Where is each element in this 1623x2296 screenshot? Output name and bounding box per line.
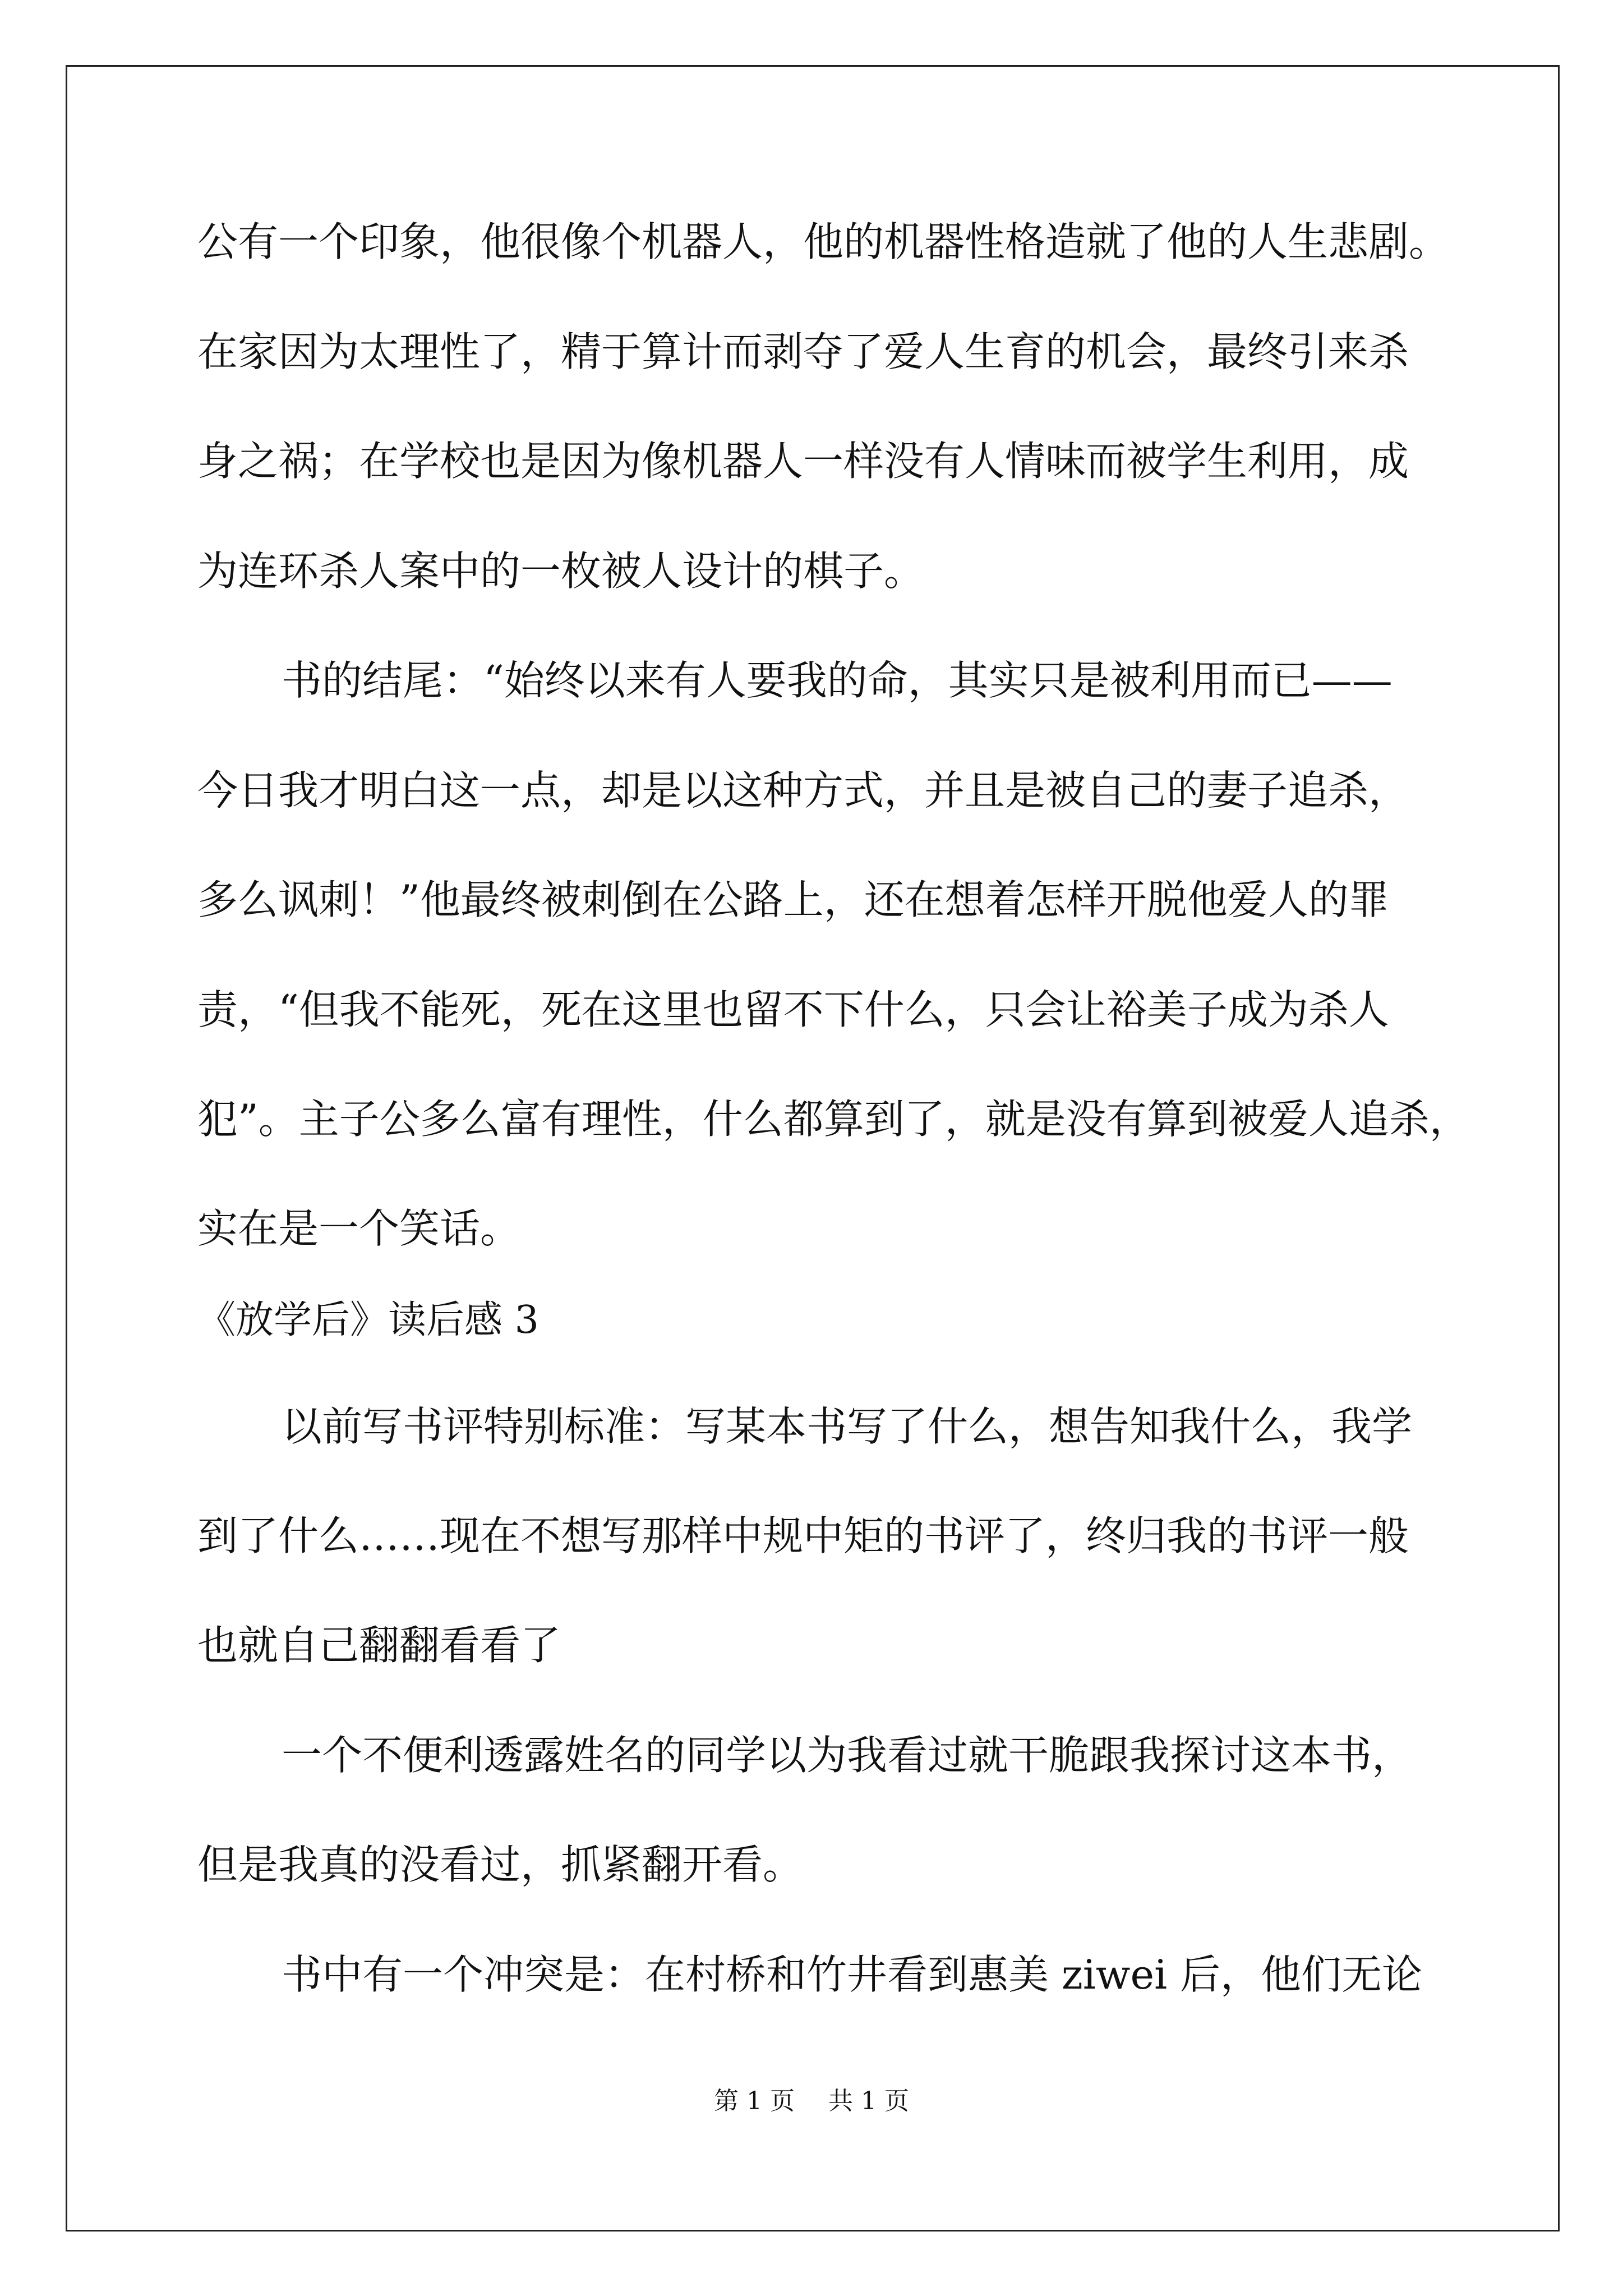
page-border xyxy=(66,65,1560,2231)
body-line: 书中有一个冲突是：在村桥和竹井看到惠美 ziwei 后，他们无论 xyxy=(282,1951,1423,1998)
body-line: 今日我才明白这一点，却是以这种方式，并且是被自己的妻子追杀， xyxy=(197,767,1409,814)
body-line: 在家因为太理性了，精于算计而剥夺了爱人生育的机会，最终引来杀 xyxy=(197,328,1409,375)
body-line: 也就自己翻翻看看了 xyxy=(197,1622,561,1669)
body-line: 一个不便利透露姓名的同学以为我看过就干脆跟我探讨这本书， xyxy=(282,1732,1413,1779)
body-line: 但是我真的没看过，抓紧翻开看。 xyxy=(197,1841,804,1888)
body-line: 实在是一个笑话。 xyxy=(197,1205,521,1252)
body-line: 责，“但我不能死，死在这里也留不下什么，只会让裕美子成为杀人 xyxy=(197,986,1389,1033)
body-line: 多么讽刺！”他最终被刺倒在公路上，还在想着怎样开脱他爱人的罪 xyxy=(197,876,1389,923)
body-line: 为连环杀人案中的一枚被人设计的棋子。 xyxy=(197,547,925,595)
body-line: 以前写书评特别标准：写某本书写了什么，想告知我什么，我学 xyxy=(282,1403,1413,1450)
body-line: 公有一个印象，他很像个机器人，他的机器性格造就了他的人生悲剧。 xyxy=(197,218,1450,265)
body-line: 犯”。主子公多么富有理性，什么都算到了，就是没有算到被爱人追杀， xyxy=(197,1096,1470,1143)
body-line: 书的结尾：“始终以来有人要我的命，其实只是被利用而已—— xyxy=(282,657,1393,704)
body-line: 身之祸；在学校也是因为像机器人一样没有人情味而被学生利用，成 xyxy=(197,438,1409,485)
body-line: 到了什么……现在不想写那样中规中矩的书评了，终归我的书评一般 xyxy=(197,1512,1409,1559)
section-heading: 《放学后》读后感 3 xyxy=(197,1298,539,1342)
page-total: 共 1 页 xyxy=(828,2087,909,2115)
page-number: 第 1 页 xyxy=(714,2087,795,2115)
page-footer xyxy=(0,2089,1623,2114)
